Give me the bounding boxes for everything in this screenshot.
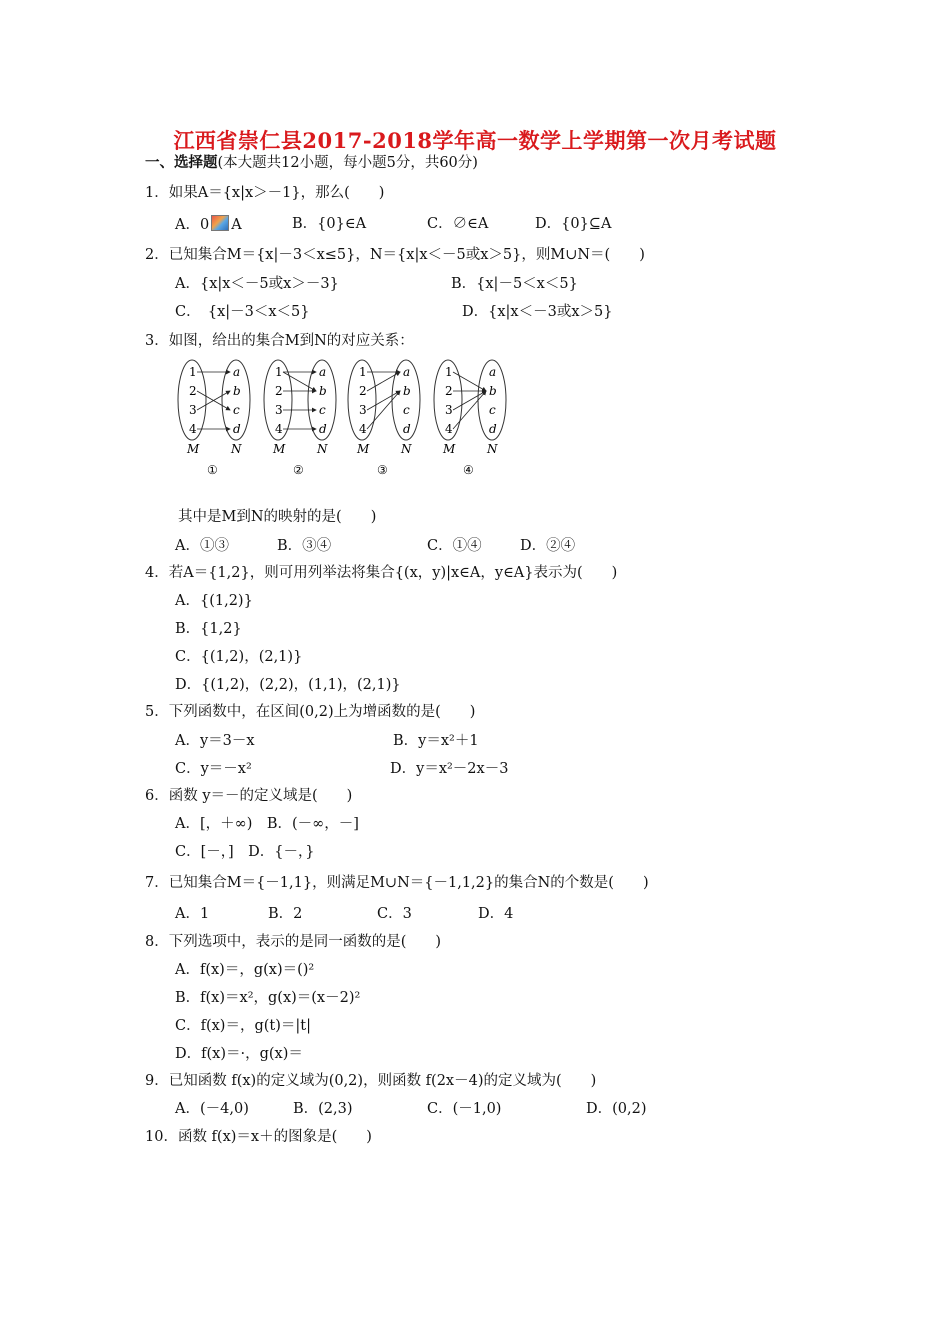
mapping-diagram-3	[348, 360, 420, 477]
question-9-option-d: D．(0,2)	[586, 1101, 647, 1117]
question-4-option-b: B．{1,2}	[175, 621, 242, 637]
question-2-option-b: B．{x|－5＜x＜5}	[451, 276, 578, 292]
question-4-option-d: D．{(1,2)，(2,2)，(1,1)，(2,1)}	[175, 677, 401, 693]
question-1-option-b: B．{0}∈A	[292, 216, 367, 232]
right-element-label: b	[319, 384, 327, 398]
right-element-label: d	[489, 422, 497, 436]
set-m-label: M	[187, 442, 200, 456]
question-2-stem: 2．已知集合M＝{x|－3＜x≤5}，N＝{x|x＜－5或x＞5}，则M∪N＝( )	[145, 247, 645, 263]
question-3-question: 其中是M到N的映射的是( )	[178, 509, 377, 525]
left-element-label: 1	[189, 365, 197, 379]
left-element-label: 2	[189, 384, 197, 398]
question-4-option-a: A．{(1,2)}	[175, 593, 253, 609]
question-5-option-c: C．y＝－x²	[175, 761, 252, 777]
set-n-label: N	[231, 442, 242, 456]
right-element-label: b	[403, 384, 411, 398]
set-m-label: M	[357, 442, 370, 456]
question-5-option-b: B．y＝x²＋1	[393, 733, 479, 749]
question-3-stem: 3．如图，给出的集合M到N的对应关系：	[145, 333, 414, 349]
left-element-label: 2	[359, 384, 367, 398]
option-a-suffix: A	[231, 217, 242, 233]
question-2-option-c: C． {x|－3＜x＜5}	[175, 304, 310, 320]
question-8-option-b: B．f(x)＝x²，g(x)＝(x－2)²	[175, 990, 361, 1006]
question-2-option-a: A．{x|x＜－5或x＞－3}	[175, 276, 339, 292]
question-7-stem: 7．已知集合M＝{－1,1}，则满足M∪N＝{－1,1,2}的集合N的个数是( )	[145, 875, 649, 891]
question-7-option-c: C．3	[377, 906, 412, 922]
left-element-label: 4	[189, 422, 197, 436]
right-element-label: b	[489, 384, 497, 398]
diagram-number: ②	[293, 463, 304, 477]
question-4-stem: 4．若A＝{1,2}，则可用列举法将集合{(x，y)|x∈A，y∈A}表示为( )	[145, 565, 618, 581]
right-element-label: b	[233, 384, 241, 398]
question-3-option-d: D．②④	[520, 538, 576, 554]
right-element-label: d	[403, 422, 411, 436]
right-element-label: c	[489, 403, 496, 417]
right-element-label: a	[319, 365, 327, 379]
left-element-label: 2	[445, 384, 453, 398]
right-element-label: c	[319, 403, 326, 417]
mapping-arrow	[367, 372, 400, 391]
question-1-option-c: C．∅∈A	[427, 216, 489, 232]
page-title: 江西省崇仁县2017-2018学年高一数学上学期第一次月考试题	[173, 128, 777, 153]
right-element-label: c	[233, 403, 240, 417]
set-m-label: M	[443, 442, 456, 456]
left-element-label: 3	[275, 403, 283, 417]
question-3-option-a: A．①③	[175, 538, 229, 554]
question-6-stem: 6．函数 y＝－的定义域是( )	[145, 788, 353, 804]
question-1-stem: 1．如果A＝{x|x＞－1}，那么( )	[145, 185, 385, 201]
question-8-option-a: A．f(x)＝，g(x)＝()²	[175, 962, 315, 978]
question-7-option-d: D．4	[478, 906, 514, 922]
broken-image-icon	[211, 215, 229, 231]
section-header	[145, 154, 478, 172]
left-element-label: 1	[275, 365, 283, 379]
section-label: 一、选择题	[145, 154, 218, 171]
mapping-diagram-1	[178, 360, 250, 477]
set-n-label: N	[487, 442, 498, 456]
question-1-option-a	[175, 215, 242, 234]
mapping-diagrams	[172, 358, 517, 483]
question-5-option-d: D．y＝x²－2x－3	[390, 761, 509, 777]
question-1-option-d: D．{0}⊆A	[535, 216, 612, 232]
option-a-prefix: A．0	[175, 217, 210, 233]
right-element-label: d	[233, 422, 241, 436]
question-9-option-b: B．(2,3)	[293, 1101, 353, 1117]
question-9-option-a: A．(－4,0)	[175, 1101, 249, 1117]
mapping-diagram-4	[434, 360, 506, 477]
right-element-label: c	[403, 403, 410, 417]
question-8-option-c: C．f(x)＝，g(t)＝|t|	[175, 1018, 311, 1034]
question-10-stem: 10．函数 f(x)＝x＋的图象是( )	[145, 1129, 372, 1145]
left-element-label: 4	[445, 422, 453, 436]
question-9-stem: 9．已知函数 f(x)的定义域为(0,2)，则函数 f(2x－4)的定义域为( )	[145, 1073, 597, 1089]
question-5-stem: 5．下列函数中，在区间(0,2)上为增函数的是( )	[145, 704, 476, 720]
left-element-label: 3	[359, 403, 367, 417]
section-note: (本大题共12小题，每小题5分，共60分)	[217, 155, 478, 171]
left-element-label: 1	[359, 365, 367, 379]
diagram-number: ③	[377, 463, 388, 477]
question-7-option-b: B．2	[268, 906, 303, 922]
set-n-label: N	[317, 442, 328, 456]
question-3-option-b: B．③④	[277, 538, 332, 554]
right-element-label: d	[319, 422, 327, 436]
right-element-label: a	[233, 365, 241, 379]
set-n-label: N	[401, 442, 412, 456]
right-element-label: a	[489, 365, 497, 379]
set-m-label: M	[273, 442, 286, 456]
question-4-option-c: C．{(1,2)，(2,1)}	[175, 649, 303, 665]
diagram-number: ①	[207, 463, 218, 477]
question-5-option-a: A．y＝3－x	[175, 733, 255, 749]
question-3-option-c: C．①④	[427, 538, 482, 554]
left-element-label: 3	[445, 403, 453, 417]
question-9-option-c: C．(－1,0)	[427, 1101, 502, 1117]
right-element-label: a	[403, 365, 411, 379]
mapping-arrow	[367, 391, 400, 410]
question-7-option-a: A．1	[175, 906, 210, 922]
left-element-label: 3	[189, 403, 197, 417]
question-6-options-cd: C．[－，] D．{－，}	[175, 844, 315, 860]
question-8-stem: 8．下列选项中，表示的是同一函数的是( )	[145, 934, 442, 950]
left-element-label: 2	[275, 384, 283, 398]
question-6-options-ab: A．[，＋∞) B．(－∞，－]	[175, 816, 359, 832]
left-element-label: 4	[359, 422, 367, 436]
diagram-number: ④	[463, 463, 474, 477]
left-element-label: 1	[445, 365, 453, 379]
question-2-option-d: D．{x|x＜－3或x＞5}	[462, 304, 613, 320]
left-element-label: 4	[275, 422, 283, 436]
mapping-diagram-2	[264, 360, 336, 477]
mapping-arrow	[453, 391, 486, 410]
question-8-option-d: D．f(x)＝·，g(x)＝	[175, 1046, 303, 1062]
